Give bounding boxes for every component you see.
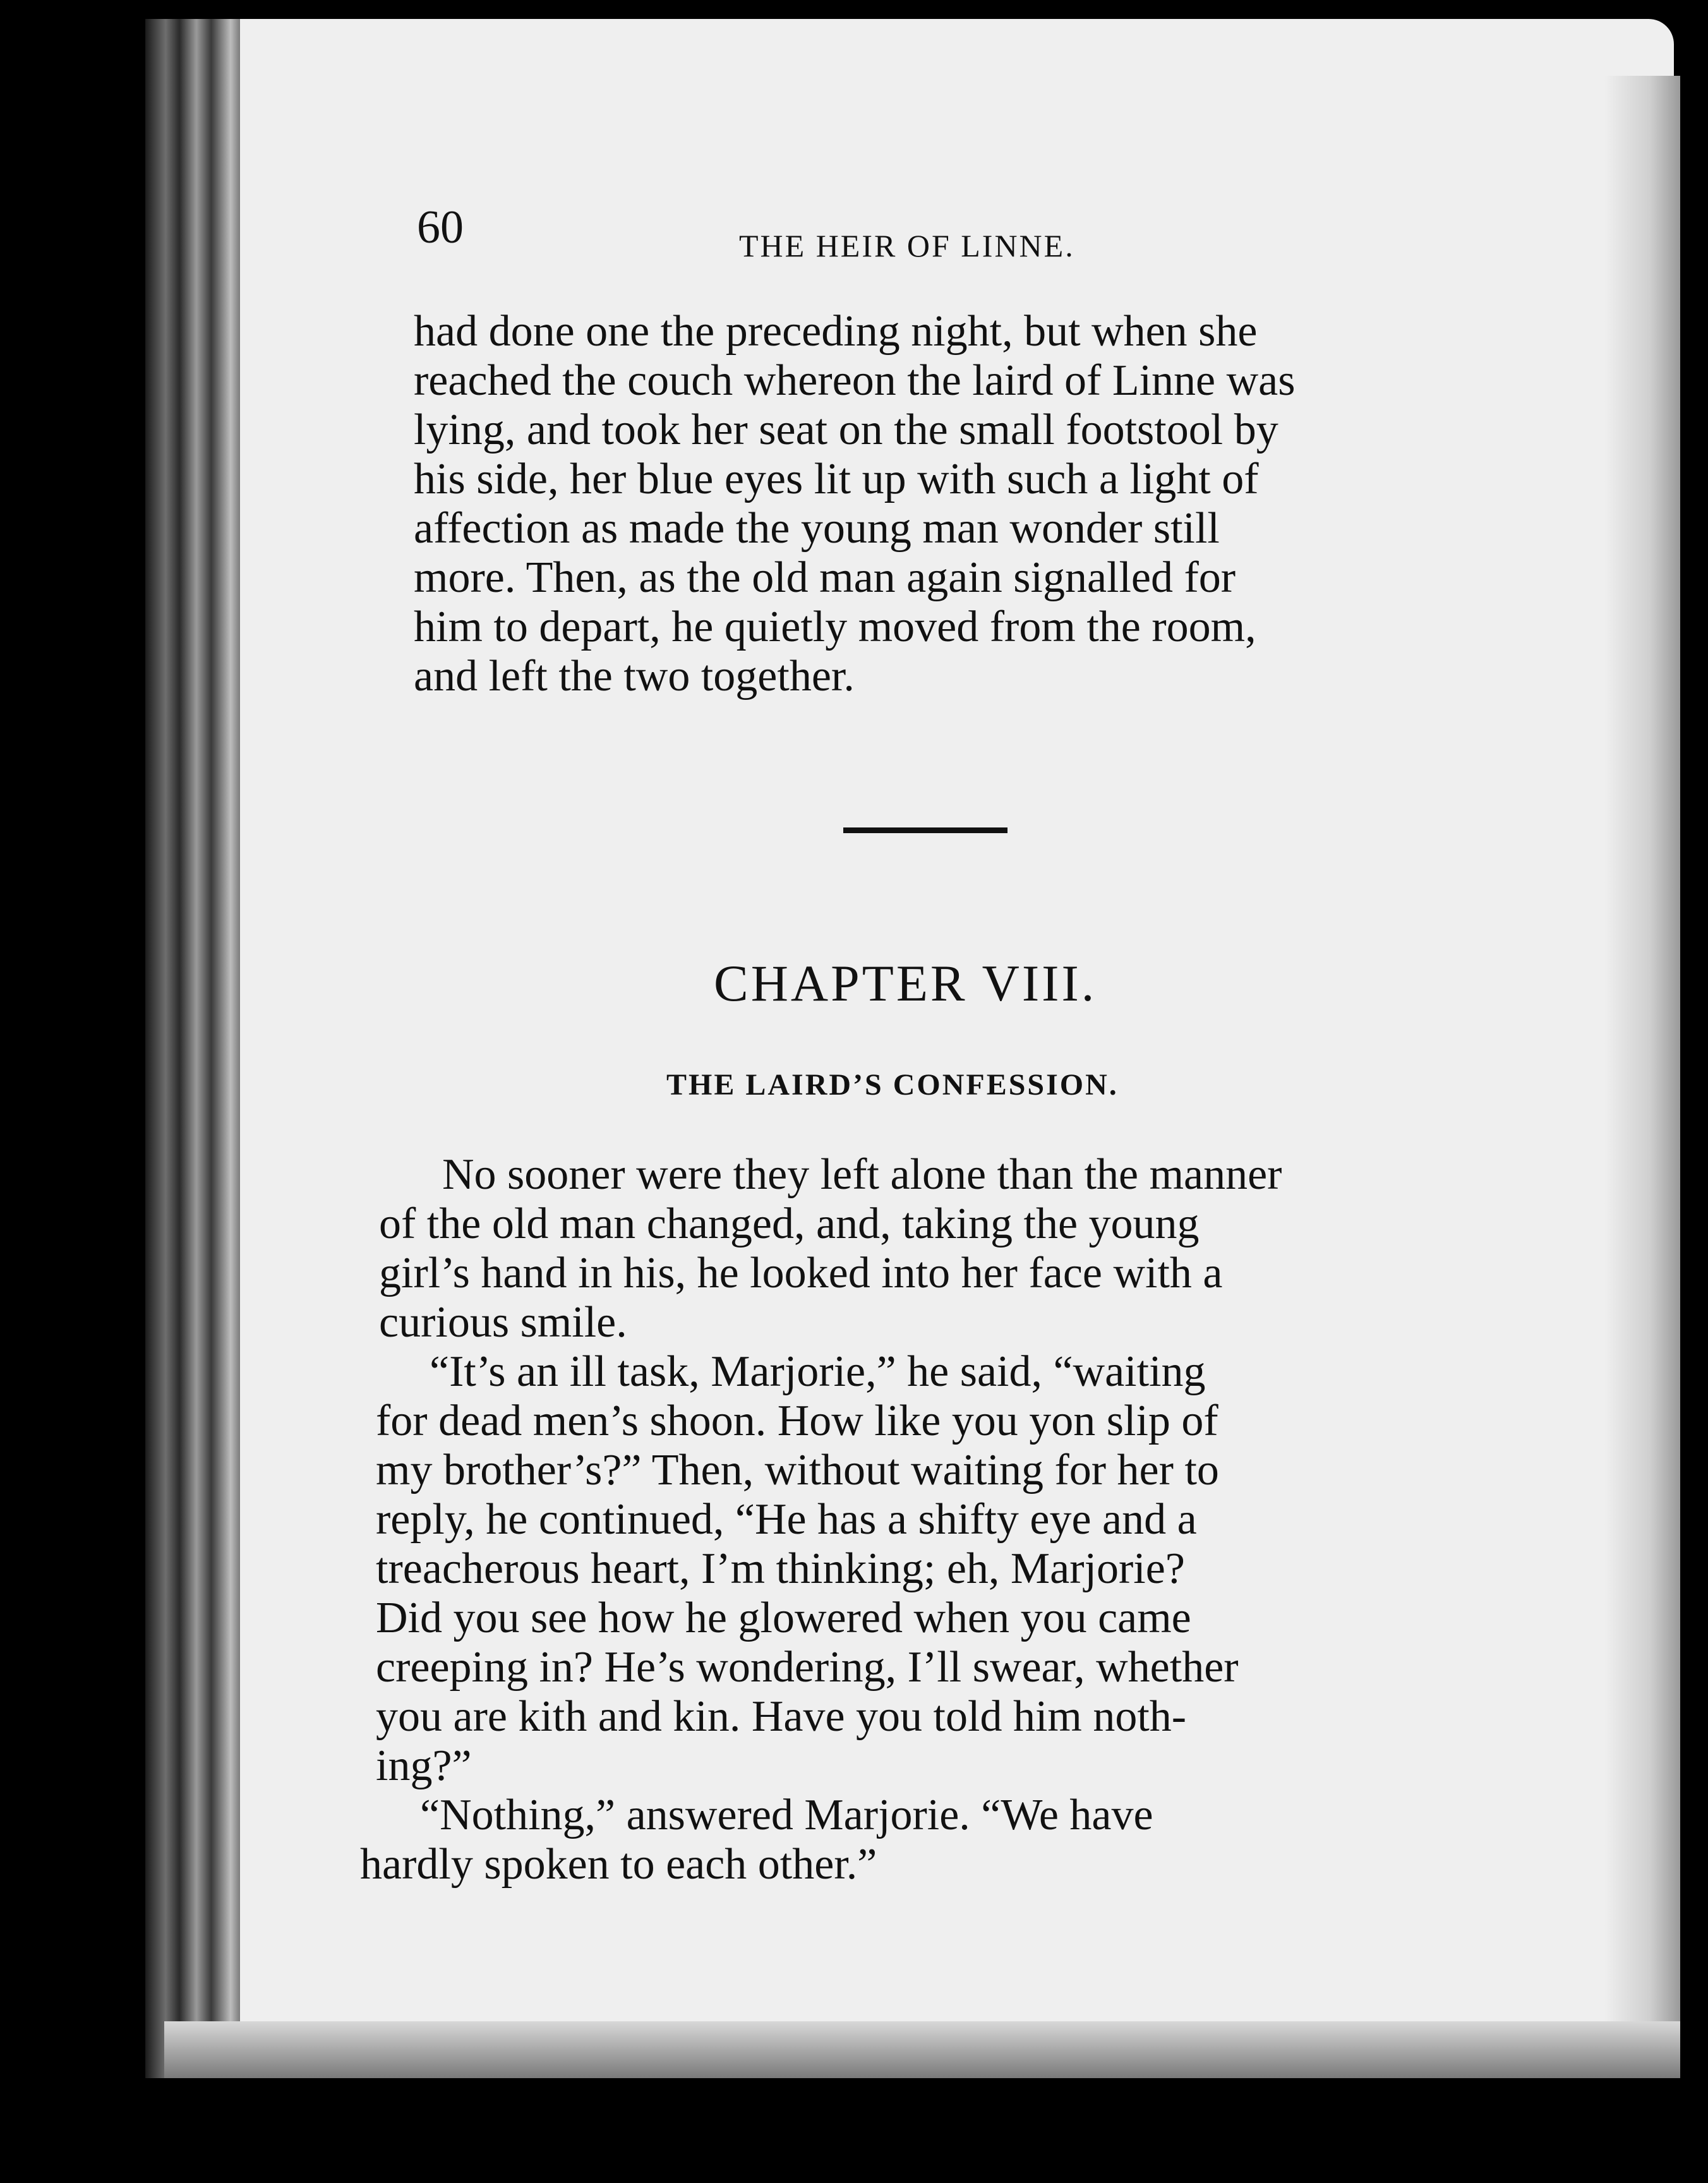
chapter-paragraph-line: “It’s an ill task, Marjorie,” he said, “waiting [430, 1347, 1206, 1396]
chapter-paragraph-line: my brother’s?” Then, without waiting for her to [376, 1446, 1219, 1494]
top-paragraph-line: lying, and took her seat on the small footstool by [414, 406, 1278, 454]
top-paragraph-line: and left the two together. [414, 652, 855, 701]
chapter-paragraph-line: girl’s hand in his, he looked into her face with a [379, 1249, 1223, 1297]
chapter-paragraph-line: reply, he continued, “He has a shifty eye and a [376, 1495, 1197, 1544]
chapter-paragraph-line: of the old man changed, and, taking the young [379, 1200, 1200, 1248]
chapter-paragraph-line: No sooner were they left alone than the manner [442, 1150, 1282, 1199]
page-number: 60 [417, 201, 464, 253]
chapter-paragraph-line: creeping in? He’s wondering, I’ll swear, whether [376, 1643, 1239, 1692]
top-paragraph-line: his side, her blue eyes lit up with such a light of [414, 455, 1259, 503]
chapter-paragraph-line: for dead men’s shoon. How like you yon slip of [376, 1397, 1218, 1445]
chapter-paragraph-line: hardly spoken to each other.” [360, 1840, 877, 1889]
chapter-title: THE LAIRD’S CONFESSION. [666, 1068, 1119, 1102]
chapter-paragraph-line: treacherous heart, I’m thinking; eh, Marjorie? [376, 1544, 1185, 1593]
page-right-shadow [1604, 76, 1680, 2066]
top-paragraph-line: more. Then, as the old man again signalled for [414, 553, 1236, 602]
top-paragraph-line: affection as made the young man wonder still [414, 504, 1220, 553]
top-paragraph-line: him to depart, he quietly moved from the room, [414, 603, 1256, 651]
page-bottom-shadow [164, 2021, 1680, 2078]
chapter-paragraph-line: curious smile. [379, 1298, 627, 1347]
chapter-heading: CHAPTER VIII. [714, 954, 1097, 1012]
running-head: THE HEIR OF LINNE. [739, 228, 1075, 263]
section-divider [843, 827, 1007, 833]
chapter-paragraph-line: ing?” [376, 1741, 472, 1790]
chapter-paragraph-line: Did you see how he glowered when you came [376, 1594, 1191, 1642]
chapter-paragraph-line: “Nothing,” answered Marjorie. “We have [420, 1791, 1153, 1839]
chapter-paragraph-line: you are kith and kin. Have you told him noth- [376, 1692, 1187, 1741]
top-paragraph-line: reached the couch whereon the laird of Linne was [414, 356, 1296, 405]
top-paragraph-line: had done one the preceding night, but when she [414, 307, 1258, 356]
